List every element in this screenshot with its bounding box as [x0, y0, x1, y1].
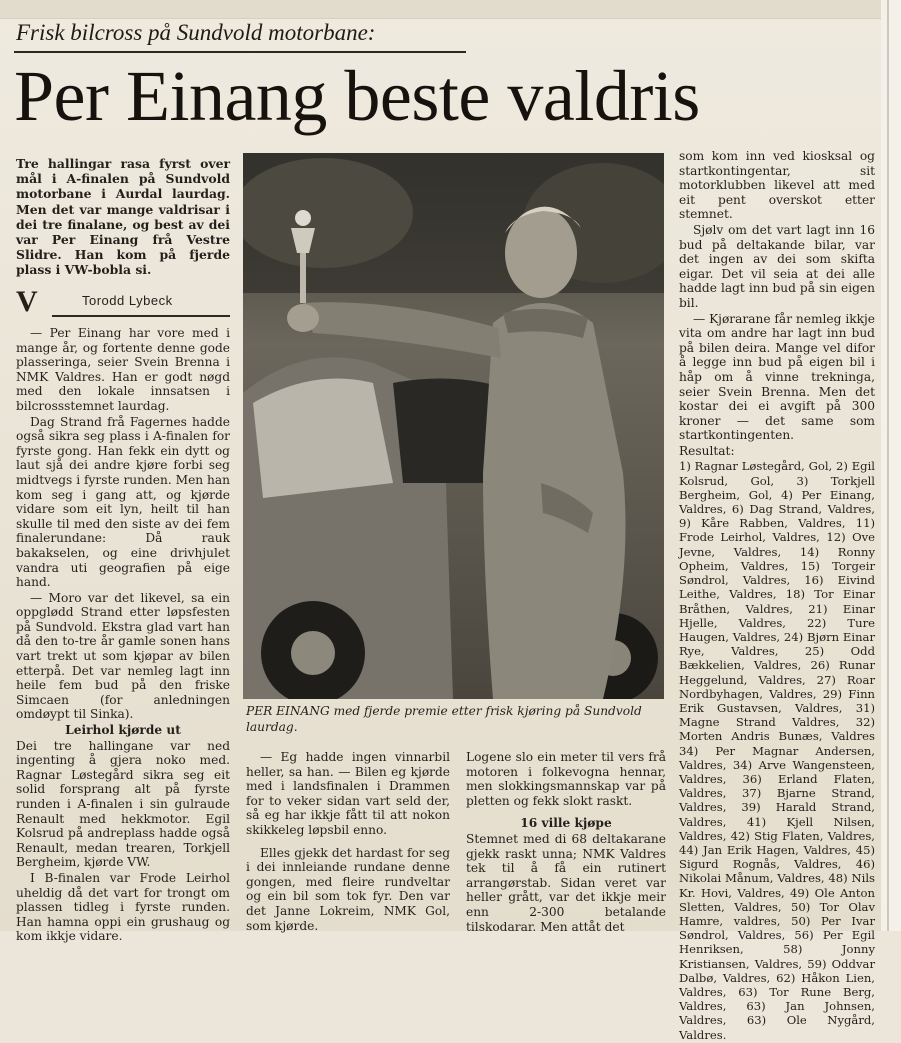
paragraph: Dei tre hallingane var ned ingenting å gjera noko med. Ragnar Løstegård sikra seg eit solid forsprang alt på fyrste runden i A-finalen i sin gulraude Renault med hekkmotor. Egil Kolsrud på andreplass hadde også Renault, medan trearen, Torkjell Bergheim, kjørde VW.: [16, 738, 230, 870]
paragraph: I B-finalen var Frode Leirhol uheldig då det vart for trongt om plassen tidleg i fyrste runden. Han hamna oppi ein grushaug og kom ikkje vidare.: [16, 870, 230, 944]
column-2: [246, 750, 450, 934]
headline: Per Einang beste valdris: [14, 56, 700, 136]
paragraph: — Kjørarane får nemleg ikkje vita om andre har lagt inn bud på bilen deira. Mange vel difor å legge inn bud på eigen bil i håp om å vinne trekninga, seier Svein Brenna. Men det kostar dei ei avgift på 300 kroner — det same som startkontingenten.: [679, 311, 875, 443]
column-3: [466, 750, 666, 935]
photo-caption: PER EINANG med fjerde premie etter frisk kjøring på Sundvold laurdag.: [246, 704, 642, 734]
previous-article-strip: [0, 0, 901, 19]
paragraph: — Moro var det likevel, sa ein oppglødd Strand etter løpsfesten på Sundvold. Ekstra glad vart han då den to-tre år gamle sonen hans vart trekt ut som kjøpar av bilen etterpå. Det var nemleg lagt inn heile fem bud på den friske Simcaen (for anledningen omdøypt til Sinka).: [16, 590, 230, 722]
kicker: Frisk bilcross på Sundvold motorbane:: [16, 20, 376, 45]
byline-rule: [52, 315, 230, 317]
results-list: 1) Ragnar Løstegård, Gol, 2) Egil Kolsrud, Gol, 3) Torkjell Bergheim, Gol, 4) Per Einang, Valdres, 6) Dag Strand, Valdres, 9) Kåre Rabben, Valdres, 11) Frode Leirhol, Valdres, 12) Ove Jevne, Valdres, 14) Ronny Opheim, Valdres, 15) Torgeir Søndrol, Valdres, 16) Eivind Leithe, Valdres, 18) Tor Einar Bråthen, Valdres, 21) Einar Hjelle, Valdres, 22) Ture Haugen, Valdres, 24) Bjørn Einar Rye, Valdres, 25) Odd Bækkelien, Valdres, 26) Runar Heggelund, Valdres, 27) Roar Nordbyhagen, Valdres, 29) Finn Erik Gustavsen, Valdres, 31) Magne Strand Valdres, 32) Morten Andris Bunæs, Valdres 34) Per Magnar Andersen, Valdres, 34) Arve Wangensteen, Valdres, 36) Erland Flaten, Valdres, 37) Bjarne Strand, Valdres, 39) Harald Strand, Valdres, 41) Kjell Nilsen, Valdres, 42) Stig Flaten, Valdres, 44) Jan Erik Hagen, Valdres, 45) Sigurd Rognås, Valdres, 46) Nikolai Månum, Valdres, 48) Nils Kr. Hovi, Valdres, 49) Ole Anton Sletten, Valdres, 50) Tor Olav Hamre, valdres, 50) Per Ivar Søndrol, Valdres, 56) Per Egil Henriksen, 58) Jonny Kristiansen, Valdres, 59) Oddvar Dalbø, Valdres, 62) Håkon Lien, Valdres, 63) Tor Rune Berg, Valdres, 63) Jan Johnsen, Valdres, 63) Ole Nygård, Valdres.: [679, 459, 875, 1042]
byline-author: Torodd Lybeck: [82, 293, 173, 308]
subheading: Leirhol kjørde ut: [65, 723, 181, 738]
column-4: [679, 149, 875, 1043]
article-photo: [243, 153, 664, 699]
paragraph: Sjølv om det vart lagt inn 16 bud på deltakande bilar, var det ingen av dei som skifta eigar. Det vil seia at dei alle hadde lagt inn bud på sin eigen bil.: [679, 222, 875, 310]
paragraph: som kom inn ved kiosksal og startkontingentar, sit motorklubben likevel att med eit pent overskot etter stemnet.: [679, 149, 875, 222]
subheading: 16 ville kjøpe: [520, 816, 612, 831]
paragraph: — Eg hadde ingen vinnarbil heller, sa han. — Bilen eg kjørde med i landsfinalen i Drammen for to veker sidan vart seld der, så eg har ikkje fått til att nokon skikkeleg løpsbil enno.: [246, 750, 450, 837]
column-1: [16, 326, 230, 945]
paragraph: Logene slo ein meter til vers frå motoren i folkevogna hennar, men slokkingsmannskap var på pletten og fekk slokt raskt.: [466, 750, 666, 808]
kicker-rule: [14, 51, 466, 53]
page-right-edge: [881, 0, 901, 931]
paragraph: Elles gjekk det hardast for seg i dei innleiande rundane denne gongen, med fleire rundveltar og ein bil som tok fyr. Den var det Janne Lokreim, NMK Gol, som kjørde.: [246, 845, 450, 933]
paragraph: — Per Einang har vore med i mange år, og fortente denne gode plasseringa, seier Svein Brenna i NMK Valdres. Han er godt nøgd med den lokale innsatsen i bilcrossstemnet laurdag.: [16, 326, 230, 413]
byline-logo: V: [16, 285, 38, 318]
results-heading: Resultat:: [679, 443, 735, 458]
paragraph: Dag Strand frå Fagernes hadde også sikra seg plass i A-finalen for fyrste gong. Han fekk ein dytt og laut sjå dei andre kjøre forbi seg midtvegs i fyrste runden. Men han kom seg i gang att, og kjørde vidare som eit lyn, heilt til han skulle til med den siste av dei fem finalerundane: Då rauk bakakselen, og eine drivhjulet vandra uti geografien på eige hand.: [16, 414, 230, 590]
paragraph: Stemnet med di 68 deltakarane gjekk raskt unna; NMK Valdres tek til å få ein rutinert arrangørstab. Sidan veret var heller grått, var det ikkje meir enn 2-300 betalande tilskodarar. Men attåt det: [466, 831, 666, 934]
byline: [16, 287, 230, 319]
lead-paragraph: Tre hallingar rasa fyrst over mål i A-finalen på Sundvold motorbane i Aurdal laurdag. Men det var mange valdrisar i dei tre finalane, og best av dei var Per Einang frå Vestre Slidre. Han kom på fjerde plass i VW-bobla si.: [16, 156, 230, 278]
photo-illustration: [243, 153, 664, 699]
